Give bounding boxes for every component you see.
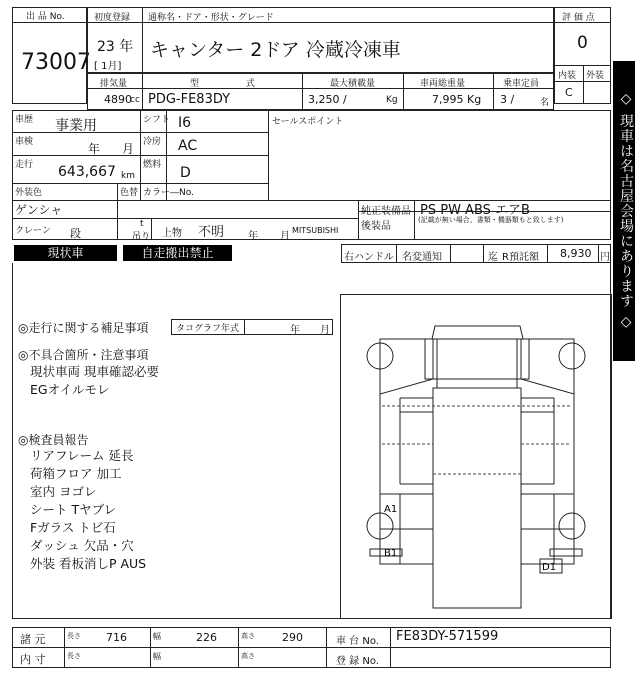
- tachograph-label: タコグラフ年式: [176, 324, 240, 334]
- cargo-box: [433, 388, 521, 608]
- rear-right-wheel: [559, 513, 585, 539]
- crane-steps: 段: [70, 227, 81, 240]
- chassis-label: 車 台 No.: [336, 636, 379, 647]
- km-unit: km: [121, 171, 135, 181]
- current-state-badge: 現状車: [14, 245, 117, 261]
- inspection-year: 年: [88, 142, 101, 156]
- reg-label: 初度登録: [94, 13, 131, 23]
- color-label: 外装色: [15, 188, 43, 198]
- color-no-label: カラー―No.: [143, 188, 194, 198]
- shift-value: I6: [178, 115, 192, 131]
- inspector-line: 外装 看板消しP AUS: [30, 556, 147, 571]
- inspector-line: リアフレーム 延長: [30, 448, 134, 463]
- fuel-label: 燃料: [143, 160, 162, 170]
- driving-header: ◎走行に関する補足事項: [18, 321, 149, 335]
- upper-year: 年: [248, 231, 258, 242]
- tacho-year: 年: [290, 325, 300, 336]
- interior-label: 内装: [558, 71, 577, 81]
- tacho-month: 月: [320, 325, 330, 336]
- equipment-label: 純正装備品: [361, 206, 411, 217]
- self-removal-badge: 自走搬出禁止: [123, 245, 232, 261]
- model-code: PDG-FE83DY: [148, 92, 231, 107]
- lot-number: 73007: [21, 50, 91, 75]
- handle-value: 右ハンドル: [344, 252, 394, 263]
- load-label: 最大積載量: [330, 79, 376, 89]
- in-length-label: 長さ: [67, 652, 81, 660]
- retrofit-note: (記載が無い場合、書類・機器類もと致します): [418, 216, 564, 224]
- gvw-label: 車両総重量: [420, 79, 466, 89]
- inspector-line: Fガラス トビ石: [30, 520, 116, 535]
- in-height-label: 高さ: [241, 652, 255, 660]
- deposit-prefix: 迄: [488, 252, 498, 263]
- deposit-label: R預託額: [502, 252, 539, 263]
- cab-windshield: [433, 339, 521, 379]
- internal-label: 内 寸: [20, 653, 46, 666]
- sales-point-label: セールスポイント: [272, 117, 344, 127]
- front-bumper: [437, 379, 517, 388]
- truck-condition-diagram: [340, 294, 612, 619]
- score-label: 評 価 点: [562, 13, 595, 23]
- exterior-label: 外装: [586, 71, 605, 81]
- name-change-label: 名変通知: [402, 252, 442, 263]
- capacity-value: 3 /: [500, 93, 515, 106]
- car-name: キャンター 2ドア 冷蔵冷凍車: [150, 39, 401, 61]
- fuel-value: D: [180, 165, 191, 181]
- interior-grade: C: [565, 86, 573, 99]
- venue-sidebar: ◇ 現車は名古屋会場にあります ◇: [613, 61, 635, 361]
- history-label: 車歴: [15, 115, 34, 125]
- score-value: 0: [577, 33, 588, 53]
- inspector-line: 荷箱フロア 加工: [30, 466, 122, 481]
- reg-year: 23 年: [97, 39, 134, 55]
- mark-d1: D1: [542, 562, 557, 573]
- inspection-month: 月: [122, 142, 135, 156]
- rear-right-mudguard: [550, 549, 582, 556]
- defect-header: ◎不具合箇所・注意事項: [18, 348, 149, 362]
- left-side: [380, 394, 433, 564]
- upper-value: 不明: [198, 225, 225, 240]
- ac-label: 冷房: [143, 137, 162, 147]
- history-value: 事業用: [55, 118, 97, 134]
- retrofit-label: 後装品: [361, 221, 391, 232]
- capacity-label: 乗車定員: [503, 79, 540, 89]
- regno-label: 登 録 No.: [336, 656, 379, 667]
- length-value: 716: [106, 631, 127, 644]
- height-label: 高さ: [241, 632, 255, 640]
- yen-unit: 円: [600, 252, 610, 263]
- displacement-label: 排気量: [100, 79, 128, 89]
- cc-unit: cc: [130, 95, 140, 105]
- lot-label: 出 品 No.: [26, 12, 65, 22]
- inspection-label: 車検: [15, 137, 34, 147]
- upper-label: 上物: [162, 228, 182, 239]
- length-label: 長さ: [67, 632, 81, 640]
- right-side: [521, 394, 574, 564]
- width-value: 226: [196, 631, 217, 644]
- right-panel-lines: [521, 398, 554, 564]
- upper-maker: MITSUBISHI: [292, 226, 339, 235]
- inspector-line: 室内 ヨゴレ: [30, 484, 97, 499]
- load-value: 3,250 /: [308, 93, 347, 106]
- dims-label: 諸 元: [20, 633, 46, 646]
- left-panel-lines: [400, 398, 433, 564]
- in-width-label: 幅: [153, 652, 161, 661]
- width-label: 幅: [153, 632, 161, 641]
- model-label: 型 式: [190, 79, 277, 89]
- left-mirror: [425, 339, 437, 379]
- cab-roof: [432, 326, 523, 339]
- crane-ton-top: t: [140, 219, 144, 229]
- displacement-value: 4890: [104, 93, 132, 106]
- height-value: 290: [282, 631, 303, 644]
- reg-month: [ 1月]: [94, 61, 122, 72]
- mark-a1: A1: [384, 504, 398, 515]
- right-mirror: [517, 339, 529, 379]
- front-right-wheel: [559, 343, 585, 369]
- chassis-value: FE83DY-571599: [396, 629, 499, 644]
- color-value: ゲンシャ: [15, 203, 63, 217]
- defect-line: 現状車両 現車確認必要: [30, 364, 159, 379]
- inspector-line: ダッシュ 欠品・穴: [30, 538, 134, 553]
- defect-line: EGオイルモレ: [30, 382, 110, 397]
- capacity-unit: 名: [540, 98, 550, 108]
- crane-ton-bottom: 吊り: [132, 232, 151, 242]
- inspector-header: ◎検査員報告: [18, 433, 89, 447]
- mark-b1: B1: [384, 548, 398, 559]
- mileage-value: 643,667: [58, 164, 116, 180]
- deposit-value: 8,930: [560, 247, 592, 260]
- mileage-label: 走行: [15, 160, 34, 170]
- color-change-label: 色替: [120, 188, 139, 198]
- inspector-line: シート Tヤブレ: [30, 502, 117, 517]
- gvw-value: 7,995 Kg: [432, 93, 482, 106]
- equipment-value: PS PW ABS エアB: [420, 203, 530, 218]
- load-unit: Kg: [386, 95, 398, 105]
- shift-label: シフト: [143, 115, 171, 125]
- upper-month: 月: [280, 231, 290, 242]
- crane-label: クレーン: [15, 226, 51, 236]
- model-header: 通称名・ドア・形状・グレード: [148, 13, 274, 23]
- right-lower-lines: [521, 494, 574, 529]
- ac-value: AC: [178, 138, 198, 154]
